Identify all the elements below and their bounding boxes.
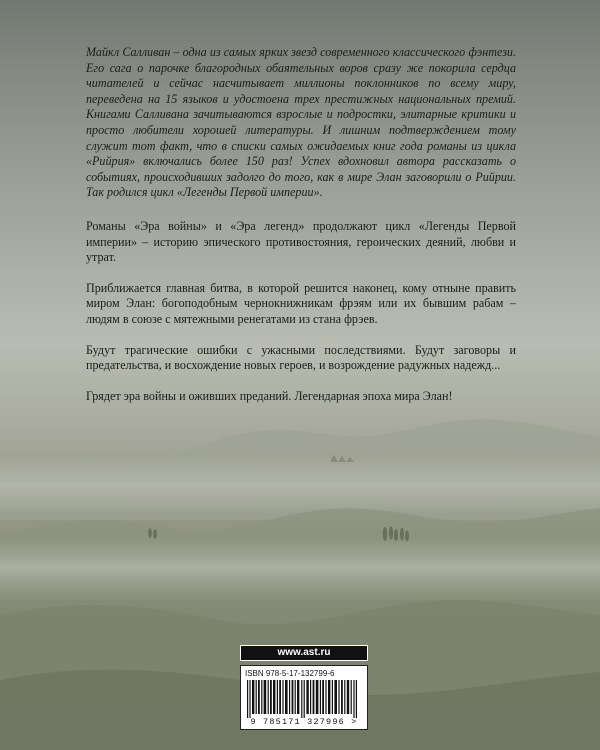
barcode-icon (245, 680, 363, 718)
publisher-label-block (240, 645, 368, 730)
barcode-digits: 9 785171 327996 > (250, 717, 358, 727)
isbn-number: ISBN 978-5-17-132799-6 (245, 669, 335, 678)
author-intro-paragraph: Майкл Салливан – одна из самых ярких звезд современного классического фэнтези. Его сага о парочке благородных обаятельных воров сразу же покорила сердца читателей и сейчас насчитывает миллионы поклонников по всему миру, переведена на 15 языков и удостоена трех престижных национальных премий. Книгами Салливана зачитываются взрослые и подростки, элитарные критики и просто любители хорошей литературы. И лишним подтверждением тому служит тот факт, что в списки самых ожидаемых книг года романы из цикла «Рийрия» включались более 150 раз! Успех вдохновил автора рассказать о событиях, происходивших задолго до того, как в мире Элан заговорили о Рийрии. Так родился цикл «Легенды Первой империи». (86, 45, 516, 200)
isbn-barcode-box (240, 665, 368, 730)
series-paragraph: Романы «Эра войны» и «Эра легенд» продолжают цикл «Легенды Первой империи» – историю эпического противостояния, героических деяний, любви и утрат. (86, 218, 516, 265)
annotation-text (86, 45, 516, 419)
closing-paragraph: Грядет эра войны и оживших преданий. Легендарная эпоха мира Элан! (86, 388, 453, 403)
publisher-website[interactable]: www.ast.ru (240, 645, 368, 661)
battle-paragraph: Приближается главная битва, в которой решится наконец, кому отныне править миром Элан: богоподобным чернокнижникам фрэям или их бывшим рабам – людям в союзе с мятежными ренегатами из стана фрэев. (86, 280, 516, 326)
mistakes-paragraph: Будут трагические ошибки с ужасными последствиями. Будут заговоры и предательства, и восхождение новых героев, и возрождение радужных надежд... (86, 342, 516, 373)
